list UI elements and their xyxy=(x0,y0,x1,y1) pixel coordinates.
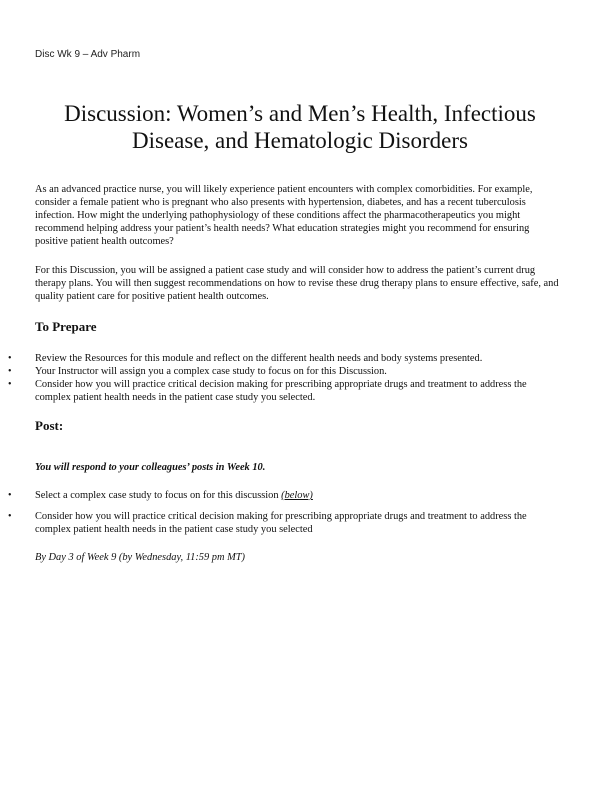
intro-paragraph-2: For this Discussion, you will be assigned a patient case study and will consider how to address the patient’s current drug therapy plans. You will then suggest recommendations on how to revise these drug therapy plans to ensure effective, safe, and quality patient care for positive patient health outcomes. xyxy=(35,265,559,302)
page-title: Discussion: Women’s and Men’s Health, Infectious Disease, and Hematologic Disorders xyxy=(64,101,536,153)
to-prepare-list xyxy=(0,352,565,404)
post-list xyxy=(0,489,565,544)
list-item xyxy=(0,352,565,365)
below-link[interactable]: (below) xyxy=(281,490,313,501)
list-item-text: Your Instructor will assign you a complex case study to focus on for this Discussion. xyxy=(35,366,387,377)
list-item-text: Consider how you will practice critical decision making for prescribing appropriate drugs and treatment to address the complex patient health needs in the patient case study you selected. xyxy=(35,379,527,403)
bullet-icon: • xyxy=(8,379,12,390)
list-item xyxy=(0,489,565,502)
respond-note: You will respond to your colleagues’ posts in Week 10. xyxy=(35,462,266,473)
list-item-text: Select a complex case study to focus on for this discussion xyxy=(35,490,282,501)
list-item xyxy=(0,378,565,404)
to-prepare-heading: To Prepare xyxy=(35,319,97,334)
list-item xyxy=(0,365,565,378)
list-item-text: Consider how you will practice critical decision making for prescribing appropriate drugs and treatment to address the complex patient health needs in the patient case study you selected xyxy=(35,511,527,535)
intro-paragraph-1: As an advanced practice nurse, you will likely experience patient encounters with complex comorbidities. For example, consider a female patient who is pregnant who also presents with hypertension, diabetes, and has a recent tuberculosis infection. How might the underlying pathophysiology of these conditions affect the pharmacotherapeutics you might recommend helping address your patient’s health needs? What education strategies might you recommend for ensuring positive patient health outcomes? xyxy=(35,184,533,247)
page-header: Disc Wk 9 – Adv Pharm xyxy=(35,49,141,60)
bullet-icon: • xyxy=(8,490,12,501)
bullet-icon: • xyxy=(8,353,12,364)
due-date: By Day 3 of Week 9 (by Wednesday, 11:59 pm MT) xyxy=(35,552,245,563)
post-heading: Post: xyxy=(35,418,64,433)
list-item-text: Review the Resources for this module and reflect on the different health needs and body systems presented. xyxy=(35,353,483,364)
bullet-icon: • xyxy=(8,366,12,377)
bullet-icon: • xyxy=(8,511,12,522)
list-item xyxy=(0,510,565,536)
